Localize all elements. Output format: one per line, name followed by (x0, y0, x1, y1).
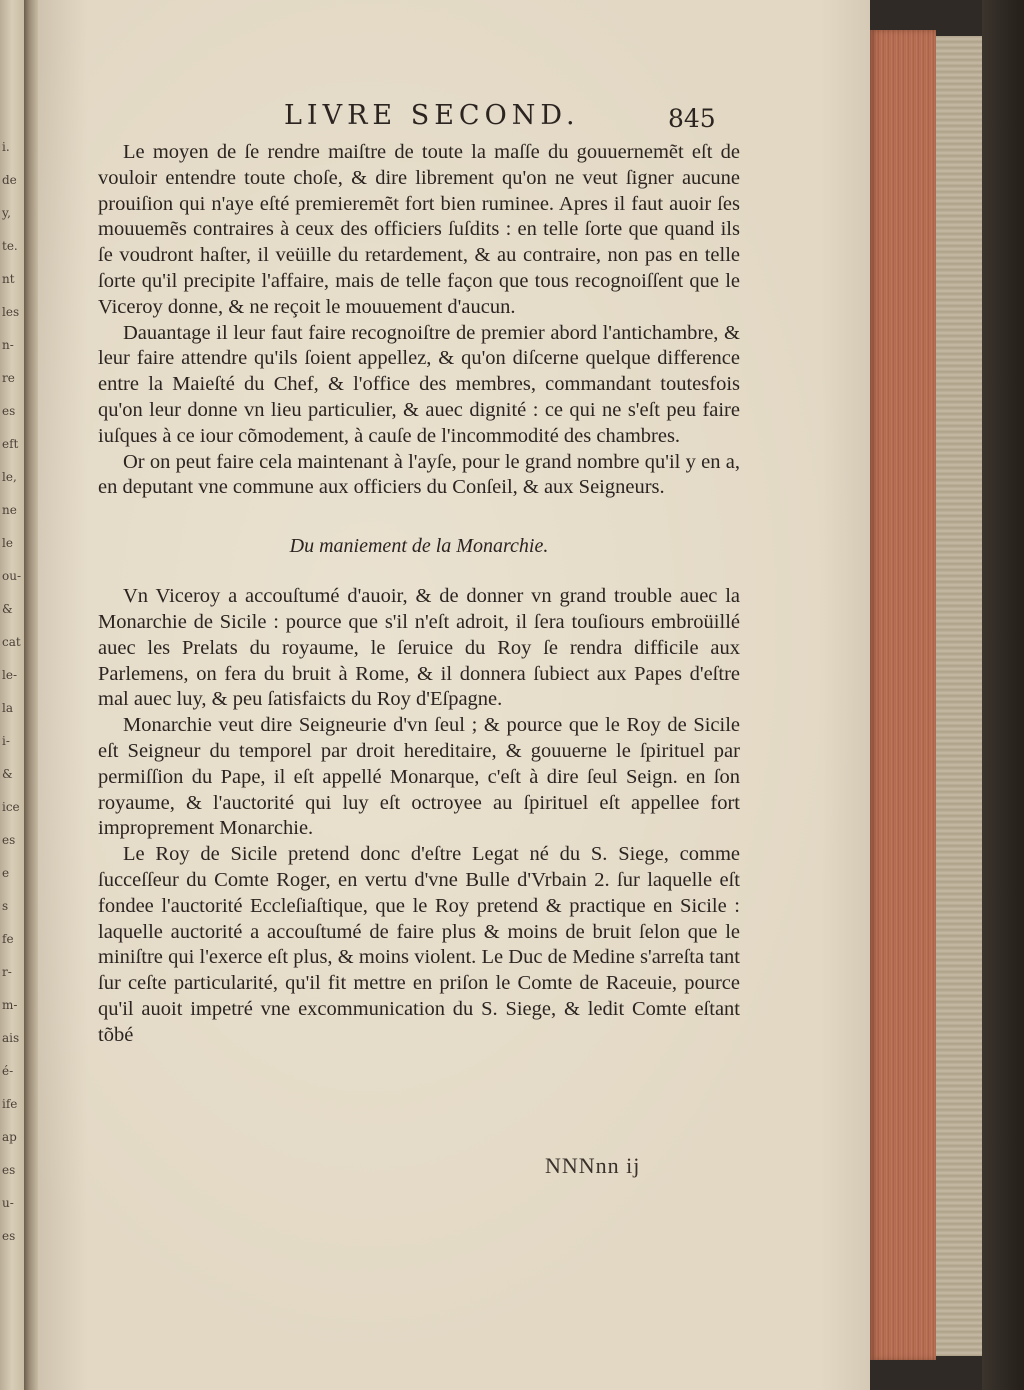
facing-page-fragment: i- (2, 734, 10, 748)
paragraph: Dauantage il leur faut faire recognoiſtre de premier abord l'antichambre, & leur faire attendre qu'ils ſoient appellez, & qu'on diſcerne quelque difference entre la Maieſté du Chef, & l'office des membres, commandant toutesfois qu'on leur donne vn lieu particulier, & auec dignité : ce qui ne s'eſt peu faire iuſques à ce iour cõmodement, à cauſe de l'incommodité des chambres. (98, 321, 740, 447)
book-page (38, 0, 870, 1390)
facing-page-fragment: r- (2, 965, 12, 979)
facing-page-fragment: la (2, 701, 13, 715)
facing-page-fragment: ais (2, 1031, 20, 1045)
facing-page-fragment: les (2, 305, 20, 319)
facing-page-fragment: eft (2, 437, 19, 451)
facing-page-fragment: nt (2, 272, 15, 286)
facing-page-fragment: cat (2, 635, 21, 649)
facing-page-fragment: re (2, 371, 15, 385)
facing-page-fragment: ife (2, 1097, 18, 1111)
paragraph: Vn Viceroy a accouſtumé d'auoir, & de donner vn grand trouble auec la Monarchie de Sicile : pource que s'il n'eſt adroit, il ſera touſiours embroüillé auec les Prelats du royaume, le ſeruice du Roy ſe rendra difficile aux Parlemens, on fera du bruit à Rome, & il donnera ſubiect aux Papes d'eſtre mal auec luy, & peu ſatisfaicts du Roy d'Eſpagne. (98, 585, 740, 711)
facing-page-fragment: ne (2, 503, 17, 517)
paragraph: Le moyen de ſe rendre maiſtre de toute la maſſe du gouuernemẽt eſt de vouloir entendre toute choſe, & dire librement qu'on ne veut ſigner aucune prouiſion qui n'aye eſté premieremẽt fort bien ruminee. Apres il faut auoir ſes mouuemẽs contraires à ceux des officiers ſuſdits : en telle ſorte que quand ils ſe voudront haſter, il veüille du retardement, & au contraire, non pas en telle ſorte qu'il precipite l'affaire, mais de telle façon que tous recognoiſſent que le Viceroy donne, & ne reçoit le mouuement d'aucun. (98, 141, 740, 318)
background-edge (982, 0, 1024, 1390)
facing-page-fragment: & (2, 767, 13, 781)
page-edges (870, 30, 936, 1360)
running-head: LIVRE SECOND. (284, 100, 580, 131)
facing-page-fragment: i. (2, 140, 10, 154)
paragraph: Le Roy de Sicile pretend donc d'eſtre Legat né du S. Siege, comme ſucceſſeur du Comte Roger, en vertu d'vne Bulle d'Vrbain 2. ſur laquelle eſt fondee l'auctorité Eccleſiaſtique, que le Roy pretend & practique en Sicile : laquelle auctorité a accouſtumé de faire plus & moins de bruit ſelon que le miniſtre qui l'exerce eſt plus, & moins violent. Le Duc de Medine s'arreſta tant ſur ceſte particularité, qu'il fit mettre en priſon le Comte de Raceuie, pource qu'il auoit impetré vne excommunication du S. Siege, & ledit Comte eſtant tõbé (98, 843, 740, 1046)
facing-page-fragment: e (2, 866, 10, 880)
facing-page-fragment: le, (2, 470, 17, 484)
facing-page-fragment: u- (2, 1196, 14, 1210)
facing-page-fragment: ice (2, 800, 20, 814)
facing-page-fragment: s (2, 899, 9, 913)
facing-page-fragment: fe (2, 932, 14, 946)
paragraph: Or on peut faire cela maintenant à l'ayſe, pour le grand nombre qu'il y en a, en deputant vne commune aux officiers du Conſeil, & aux Seigneurs. (98, 450, 740, 499)
facing-page-fragment: & (2, 602, 13, 616)
facing-page-fragment: es (2, 1229, 16, 1243)
facing-page-fragment: é- (2, 1064, 14, 1078)
facing-page-fragment: es (2, 1163, 16, 1177)
facing-page-fragment: de (2, 173, 17, 187)
binding-board (936, 36, 982, 1356)
facing-page-fragment: n- (2, 338, 14, 352)
facing-page-fragment: te. (2, 239, 18, 253)
facing-page-fragment: y, (2, 206, 11, 220)
facing-page-fragment: es (2, 404, 16, 418)
catchword-signature: NNNnn ij (545, 1153, 641, 1178)
facing-page-edge (0, 0, 24, 1390)
facing-page-fragment: ap (2, 1130, 17, 1144)
page-number: 845 (668, 104, 716, 133)
text-block (98, 140, 740, 1049)
facing-page-fragment: le- (2, 668, 17, 682)
book-gutter (24, 0, 38, 1390)
facing-page-fragment: le (2, 536, 13, 550)
section-heading: Du maniement de la Monarchie. (289, 535, 549, 558)
paragraph: Monarchie veut dire Seigneurie d'vn ſeul ; & pource que le Roy de Sicile eſt Seigneur du temporel par droit hereditaire, & gouuerne le ſpirituel par permiſſion du Pape, il eſt appellé Monarque, c'eſt à dire ſeul Seign. en ſon royaume, & l'auctorité qui luy eſt octroyee au ſpirituel eſt appellee fort improprement Monarchie. (98, 714, 740, 840)
facing-page-fragment: ou- (2, 569, 22, 583)
facing-page-fragment: m- (2, 998, 18, 1012)
facing-page-fragment: es (2, 833, 16, 847)
